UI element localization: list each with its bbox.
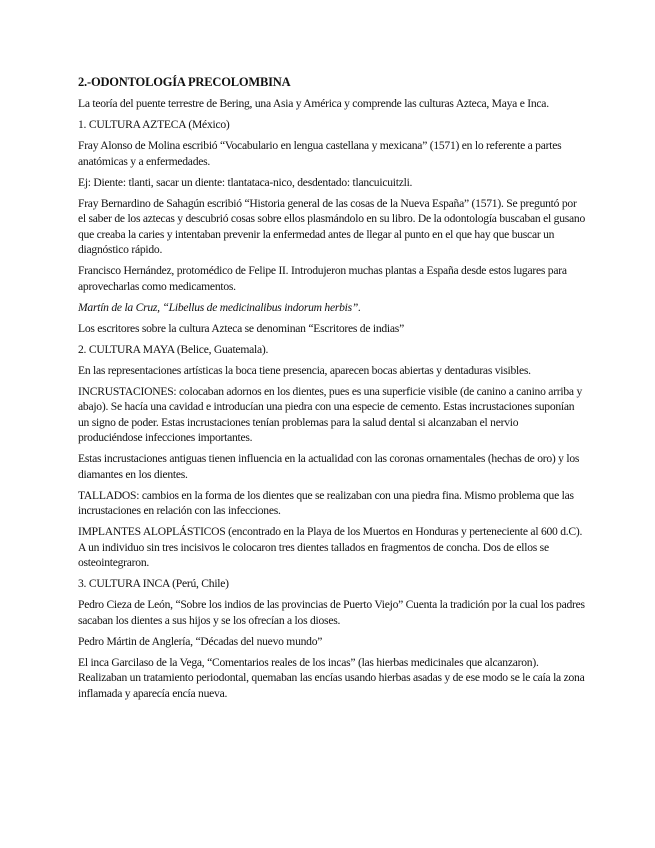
paragraph-escritores: Los escritores sobre la cultura Azteca se denominan “Escritores de indias” [78, 321, 404, 335]
paragraph-angleria: Pedro Mártin de Anglería, “Décadas del nuevo mundo” [78, 634, 323, 648]
paragraph-representaciones: En las representaciones artísticas la boca tiene presencia, aparecen bocas abiertas y dentaduras visibles. [78, 363, 531, 377]
paragraph-martin-de-la-cruz: Martín de la Cruz, “Libellus de medicinalibus indorum herbis”. [78, 300, 361, 314]
paragraph-incrustaciones-actualidad: Estas incrustaciones antiguas tienen influencia en la actualidad con las coronas ornamentales (hechas de oro) y los diamantes en los dientes. [78, 452, 580, 481]
paragraph-sahagun: Fray Bernardino de Sahagún escribió “Historia general de las cosas de la Nueva España” (1571). Se preguntó por el saber de los aztecas y descubrió cosas sobre ellos plasmándolo en su libro. De la odontología buscaban el gusano que creaba la caries y intentaban prevenir la enfermedad antes de llegar al punto en el que hay que buscar un diagnóstico rápido. [78, 196, 585, 256]
paragraph-intro: La teoría del puente terrestre de Bering, una Asia y América y comprende las culturas Azteca, Maya e Inca. [78, 97, 549, 110]
section-heading-inca: 3. CULTURA INCA (Perú, Chile) [78, 577, 229, 590]
document-title: 2.-ODONTOLOGÍA PRECOLOMBINA [78, 75, 291, 89]
paragraph-hernandez: Francisco Hernández, protomédico de Felipe II. Introdujeron muchas plantas a España desde estos lugares para aprovecharlas como medicamentos. [78, 264, 567, 293]
paragraph-tallados: TALLADOS: cambios en la forma de los dientes que se realizaban con una piedra fina. Mismo problema que las incrustaciones en relación con las infecciones. [78, 488, 574, 517]
section-heading-azteca: 1. CULTURA AZTECA (México) [78, 118, 230, 131]
paragraph-garcilaso: El inca Garcilaso de la Vega, “Comentarios reales de los incas” (las hierbas medicinales que alcanzaron). Realizaban un tratamiento periodontal, quemaban las encías usando hierbas asadas y de ese modo se le caía la zona inflamada y aparecía encía nueva. [78, 655, 585, 700]
paragraph-incrustaciones: INCRUSTACIONES: colocaban adornos en los dientes, pues es una superficie visible (de canino a canino arriba y abajo). Se hacía una cavidad e introducían una piedra con una especie de cemento. Estas incrustaciones suponían un signo de poder. Estas incrustaciones tenían problemas para la salud dental si alcanzaban el nervio produciéndose infecciones importantes. [78, 384, 583, 444]
paragraph-molina: Fray Alonso de Molina escribió “Vocabulario en lengua castellana y mexicana” (1571) en lo referente a partes anatómicas y a enfermedades. [78, 139, 562, 168]
paragraph-cieza: Pedro Cieza de León, “Sobre los indios de las provincias de Puerto Viejo” Cuenta la tradición por la cual los padres sacaban los dientes a sus hijos y se los ofrecían a los dioses. [78, 598, 585, 627]
paragraph-implantes: IMPLANTES ALOPLÁSTICOS (encontrado en la Playa de los Muertos en Honduras y perteneciente al 600 d.C). A un individuo sin tres incisivos le colocaron tres dientes tallados en fragmentos de concha. Dos de ellos se osteointegraron. [78, 525, 583, 569]
paragraph-example: Ej: Diente: tlanti, sacar un diente: tlantataca-nico, desdentado: tlancuicuitzli. [78, 175, 413, 189]
section-heading-maya: 2. CULTURA MAYA (Belice, Guatemala). [78, 342, 269, 356]
